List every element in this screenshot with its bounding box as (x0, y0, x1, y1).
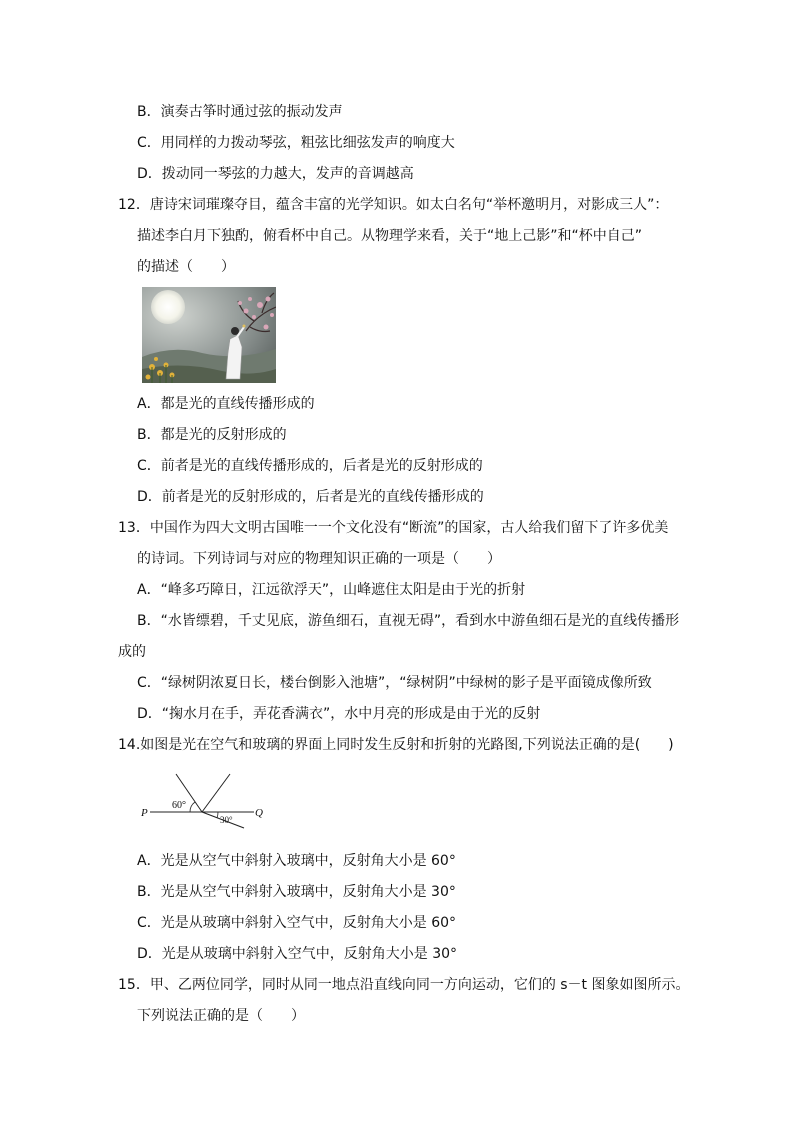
q12-moon-poet-illustration (142, 287, 276, 383)
q14-stem: 14.如图是光在空气和玻璃的界面上同时发生反射和折射的光路图,下列说法正确的是( ) (118, 737, 674, 753)
q13-option-b-continued: 成的 (118, 644, 146, 660)
q13-option-d: D．“掬水月在手，弄花香满衣”，水中月亮的形成是由于光的反射 (137, 706, 541, 722)
q13-option-a: A．“峰多巧障日，江远欲浮天”，山峰遮住太阳是由于光的折射 (137, 582, 526, 598)
q13-stem-line-2: 的诗词。下列诗词与对应的物理知识正确的一项是（ ） (137, 551, 501, 567)
q12-option-a: A．都是光的直线传播形成的 (137, 396, 315, 412)
q15-stem-line-2: 下列说法正确的是（ ） (137, 1008, 305, 1024)
q14-angle-60-label: 60° (172, 800, 186, 811)
q11-option-d: D．拨动同一琴弦的力越大，发声的音调越高 (137, 166, 414, 182)
q14-label-q: Q (255, 807, 263, 819)
q12-stem-line-2: 描述李白月下独酌，俯看杯中自己。从物理学来看，关于“地上己影”和“杯中自己” (137, 228, 643, 244)
q12-stem-line-1: 12．唐诗宋词璀璨夺目，蕴含丰富的光学知识。如太白名句“举杯邀明月，对影成三人”： (118, 197, 669, 213)
q14-option-a: A．光是从空气中斜射入玻璃中，反射角大小是 60° (137, 853, 456, 869)
q11-option-b: B．演奏古筝时通过弦的振动发声 (137, 104, 343, 120)
q12-option-b: B．都是光的反射形成的 (137, 427, 287, 443)
q12-stem-line-3: 的描述（ ） (137, 259, 235, 275)
q14-angle-30-label: 30° (220, 815, 233, 825)
q14-option-b: B．光是从空气中斜射入玻璃中，反射角大小是 30° (137, 884, 456, 900)
q14-option-c: C．光是从玻璃中斜射入空气中，反射角大小是 60° (137, 915, 457, 931)
q15-stem-line-1: 15．甲、乙两位同学，同时从同一地点沿直线向同一方向运动，它们的 s－t 图象如图所示。 (118, 977, 690, 993)
q11-option-c: C．用同样的力拨动琴弦，粗弦比细弦发声的响度大 (137, 135, 455, 151)
q12-option-d: D．前者是光的反射形成的，后者是光的直线传播形成的 (137, 489, 484, 505)
q13-stem-line-1: 13．中国作为四大文明古国唯一一个文化没有“断流”的国家，古人给我们留下了许多优美 (118, 520, 669, 536)
q13-option-b: B．“水皆缥碧，千丈见底，游鱼细石，直视无碍”，看到水中游鱼细石是光的直线传播形 (137, 613, 680, 629)
q14-label-p: P (141, 807, 148, 819)
q12-option-c: C．前者是光的直线传播形成的，后者是光的反射形成的 (137, 458, 483, 474)
q13-option-c: C．“绿树阴浓夏日长，楼台倒影入池塘”，“绿树阴”中绿树的影子是平面镜成像所致 (137, 675, 652, 691)
q14-light-path-diagram (138, 768, 268, 830)
q14-option-d: D．光是从玻璃中斜射入空气中，反射角大小是 30° (137, 946, 458, 962)
